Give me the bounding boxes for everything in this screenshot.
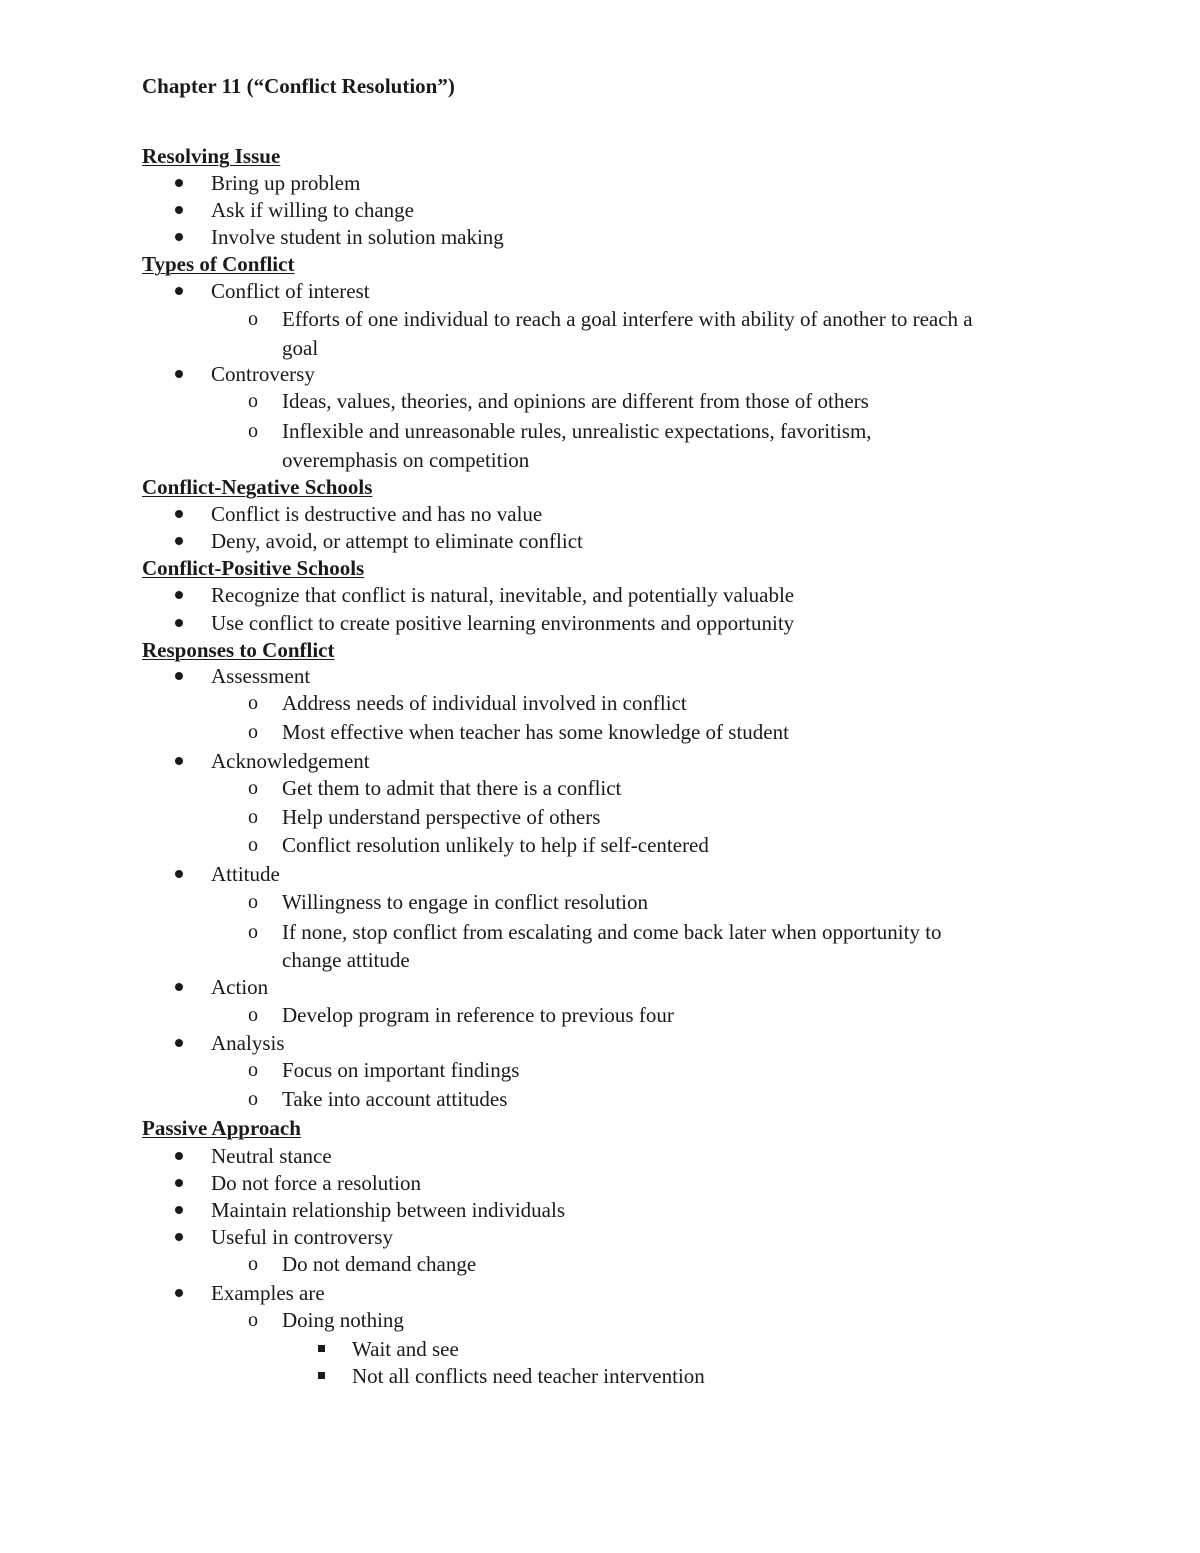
bullet-dot-icon (175, 233, 183, 241)
bullet-dot-icon (175, 983, 183, 991)
bullet-circle-icon: o (248, 806, 258, 828)
sub-list-item: Develop program in reference to previous four (282, 1003, 674, 1027)
bullet-dot-icon (175, 179, 183, 187)
list-item: Deny, avoid, or attempt to eliminate conflict (211, 529, 583, 553)
list-item: Maintain relationship between individuals (211, 1198, 566, 1222)
list-item: Do not force a resolution (211, 1171, 421, 1195)
section-heading-conflict-negative: Conflict-Negative Schools (142, 475, 373, 499)
section-heading-conflict-positive: Conflict-Positive Schools (142, 556, 365, 580)
page-title: Chapter 11 (“Conflict Resolution”) (142, 74, 455, 98)
sub-list-item: Do not demand change (282, 1252, 477, 1276)
bullet-dot-icon (175, 672, 183, 680)
list-item: Controversy (211, 362, 315, 386)
sub-list-item: Inflexible and unreasonable rules, unrealistic expectations, favoritism, (282, 419, 872, 443)
bullet-dot-icon (175, 870, 183, 878)
list-item: Useful in controversy (211, 1225, 393, 1249)
bullet-dot-icon (175, 510, 183, 518)
list-item: Assessment (211, 664, 311, 688)
bullet-circle-icon: o (248, 1088, 258, 1110)
bullet-circle-icon: o (248, 891, 258, 913)
bullet-dot-icon (175, 1039, 183, 1047)
sub-list-item: Get them to admit that there is a conflict (282, 776, 622, 800)
section-heading-passive-approach: Passive Approach (142, 1116, 301, 1140)
section-heading-resolving-issue: Resolving Issue (142, 144, 281, 168)
list-item: Ask if willing to change (211, 198, 414, 222)
bullet-dot-icon (175, 757, 183, 765)
list-item: Conflict of interest (211, 279, 370, 303)
sub-list-item-continued: goal (282, 336, 319, 360)
sub-list-item: Take into account attitudes (282, 1087, 508, 1111)
sub-sub-list-item: Not all conflicts need teacher intervention (352, 1364, 705, 1388)
list-item: Conflict is destructive and has no value (211, 502, 543, 526)
bullet-dot-icon (175, 1233, 183, 1241)
sub-list-item-continued: change attitude (282, 948, 410, 972)
bullet-circle-icon: o (248, 921, 258, 943)
bullet-dot-icon (175, 619, 183, 627)
sub-list-item: Address needs of individual involved in conflict (282, 691, 687, 715)
bullet-square-icon (318, 1345, 325, 1352)
sub-list-item: Efforts of one individual to reach a goal interfere with ability of another to reach a (282, 307, 973, 331)
list-item: Use conflict to create positive learning environments and opportunity (211, 611, 795, 635)
list-item: Neutral stance (211, 1144, 332, 1168)
sub-sub-list-item: Wait and see (352, 1337, 459, 1361)
section-heading-responses: Responses to Conflict (142, 638, 335, 662)
bullet-circle-icon: o (248, 1004, 258, 1026)
sub-list-item: Doing nothing (282, 1308, 404, 1332)
sub-list-item: Ideas, values, theories, and opinions are different from those of others (282, 389, 869, 413)
bullet-dot-icon (175, 370, 183, 378)
section-heading-types-of-conflict: Types of Conflict (142, 252, 295, 276)
sub-list-item: Willingness to engage in conflict resolution (282, 890, 648, 914)
list-item: Bring up problem (211, 171, 361, 195)
bullet-circle-icon: o (248, 834, 258, 856)
sub-list-item: Help understand perspective of others (282, 805, 601, 829)
bullet-dot-icon (175, 1179, 183, 1187)
bullet-circle-icon: o (248, 777, 258, 799)
bullet-dot-icon (175, 537, 183, 545)
bullet-circle-icon: o (248, 692, 258, 714)
sub-list-item: Most effective when teacher has some knowledge of student (282, 720, 789, 744)
bullet-square-icon (318, 1372, 325, 1379)
bullet-dot-icon (175, 1152, 183, 1160)
bullet-circle-icon: o (248, 721, 258, 743)
list-item: Recognize that conflict is natural, inevitable, and potentially valuable (211, 583, 795, 607)
bullet-dot-icon (175, 1206, 183, 1214)
list-item: Examples are (211, 1281, 325, 1305)
sub-list-item: If none, stop conflict from escalating and come back later when opportunity to (282, 920, 942, 944)
bullet-dot-icon (175, 206, 183, 214)
bullet-circle-icon: o (248, 1253, 258, 1275)
bullet-circle-icon: o (248, 420, 258, 442)
bullet-circle-icon: o (248, 390, 258, 412)
bullet-circle-icon: o (248, 1309, 258, 1331)
bullet-circle-icon: o (248, 308, 258, 330)
sub-list-item-continued: overemphasis on competition (282, 448, 530, 472)
list-item: Analysis (211, 1031, 285, 1055)
sub-list-item: Conflict resolution unlikely to help if self-centered (282, 833, 709, 857)
bullet-dot-icon (175, 287, 183, 295)
list-item: Acknowledgement (211, 749, 370, 773)
list-item: Attitude (211, 862, 280, 886)
list-item: Involve student in solution making (211, 225, 504, 249)
bullet-circle-icon: o (248, 1059, 258, 1081)
list-item: Action (211, 975, 269, 999)
bullet-dot-icon (175, 1289, 183, 1297)
sub-list-item: Focus on important findings (282, 1058, 520, 1082)
bullet-dot-icon (175, 591, 183, 599)
